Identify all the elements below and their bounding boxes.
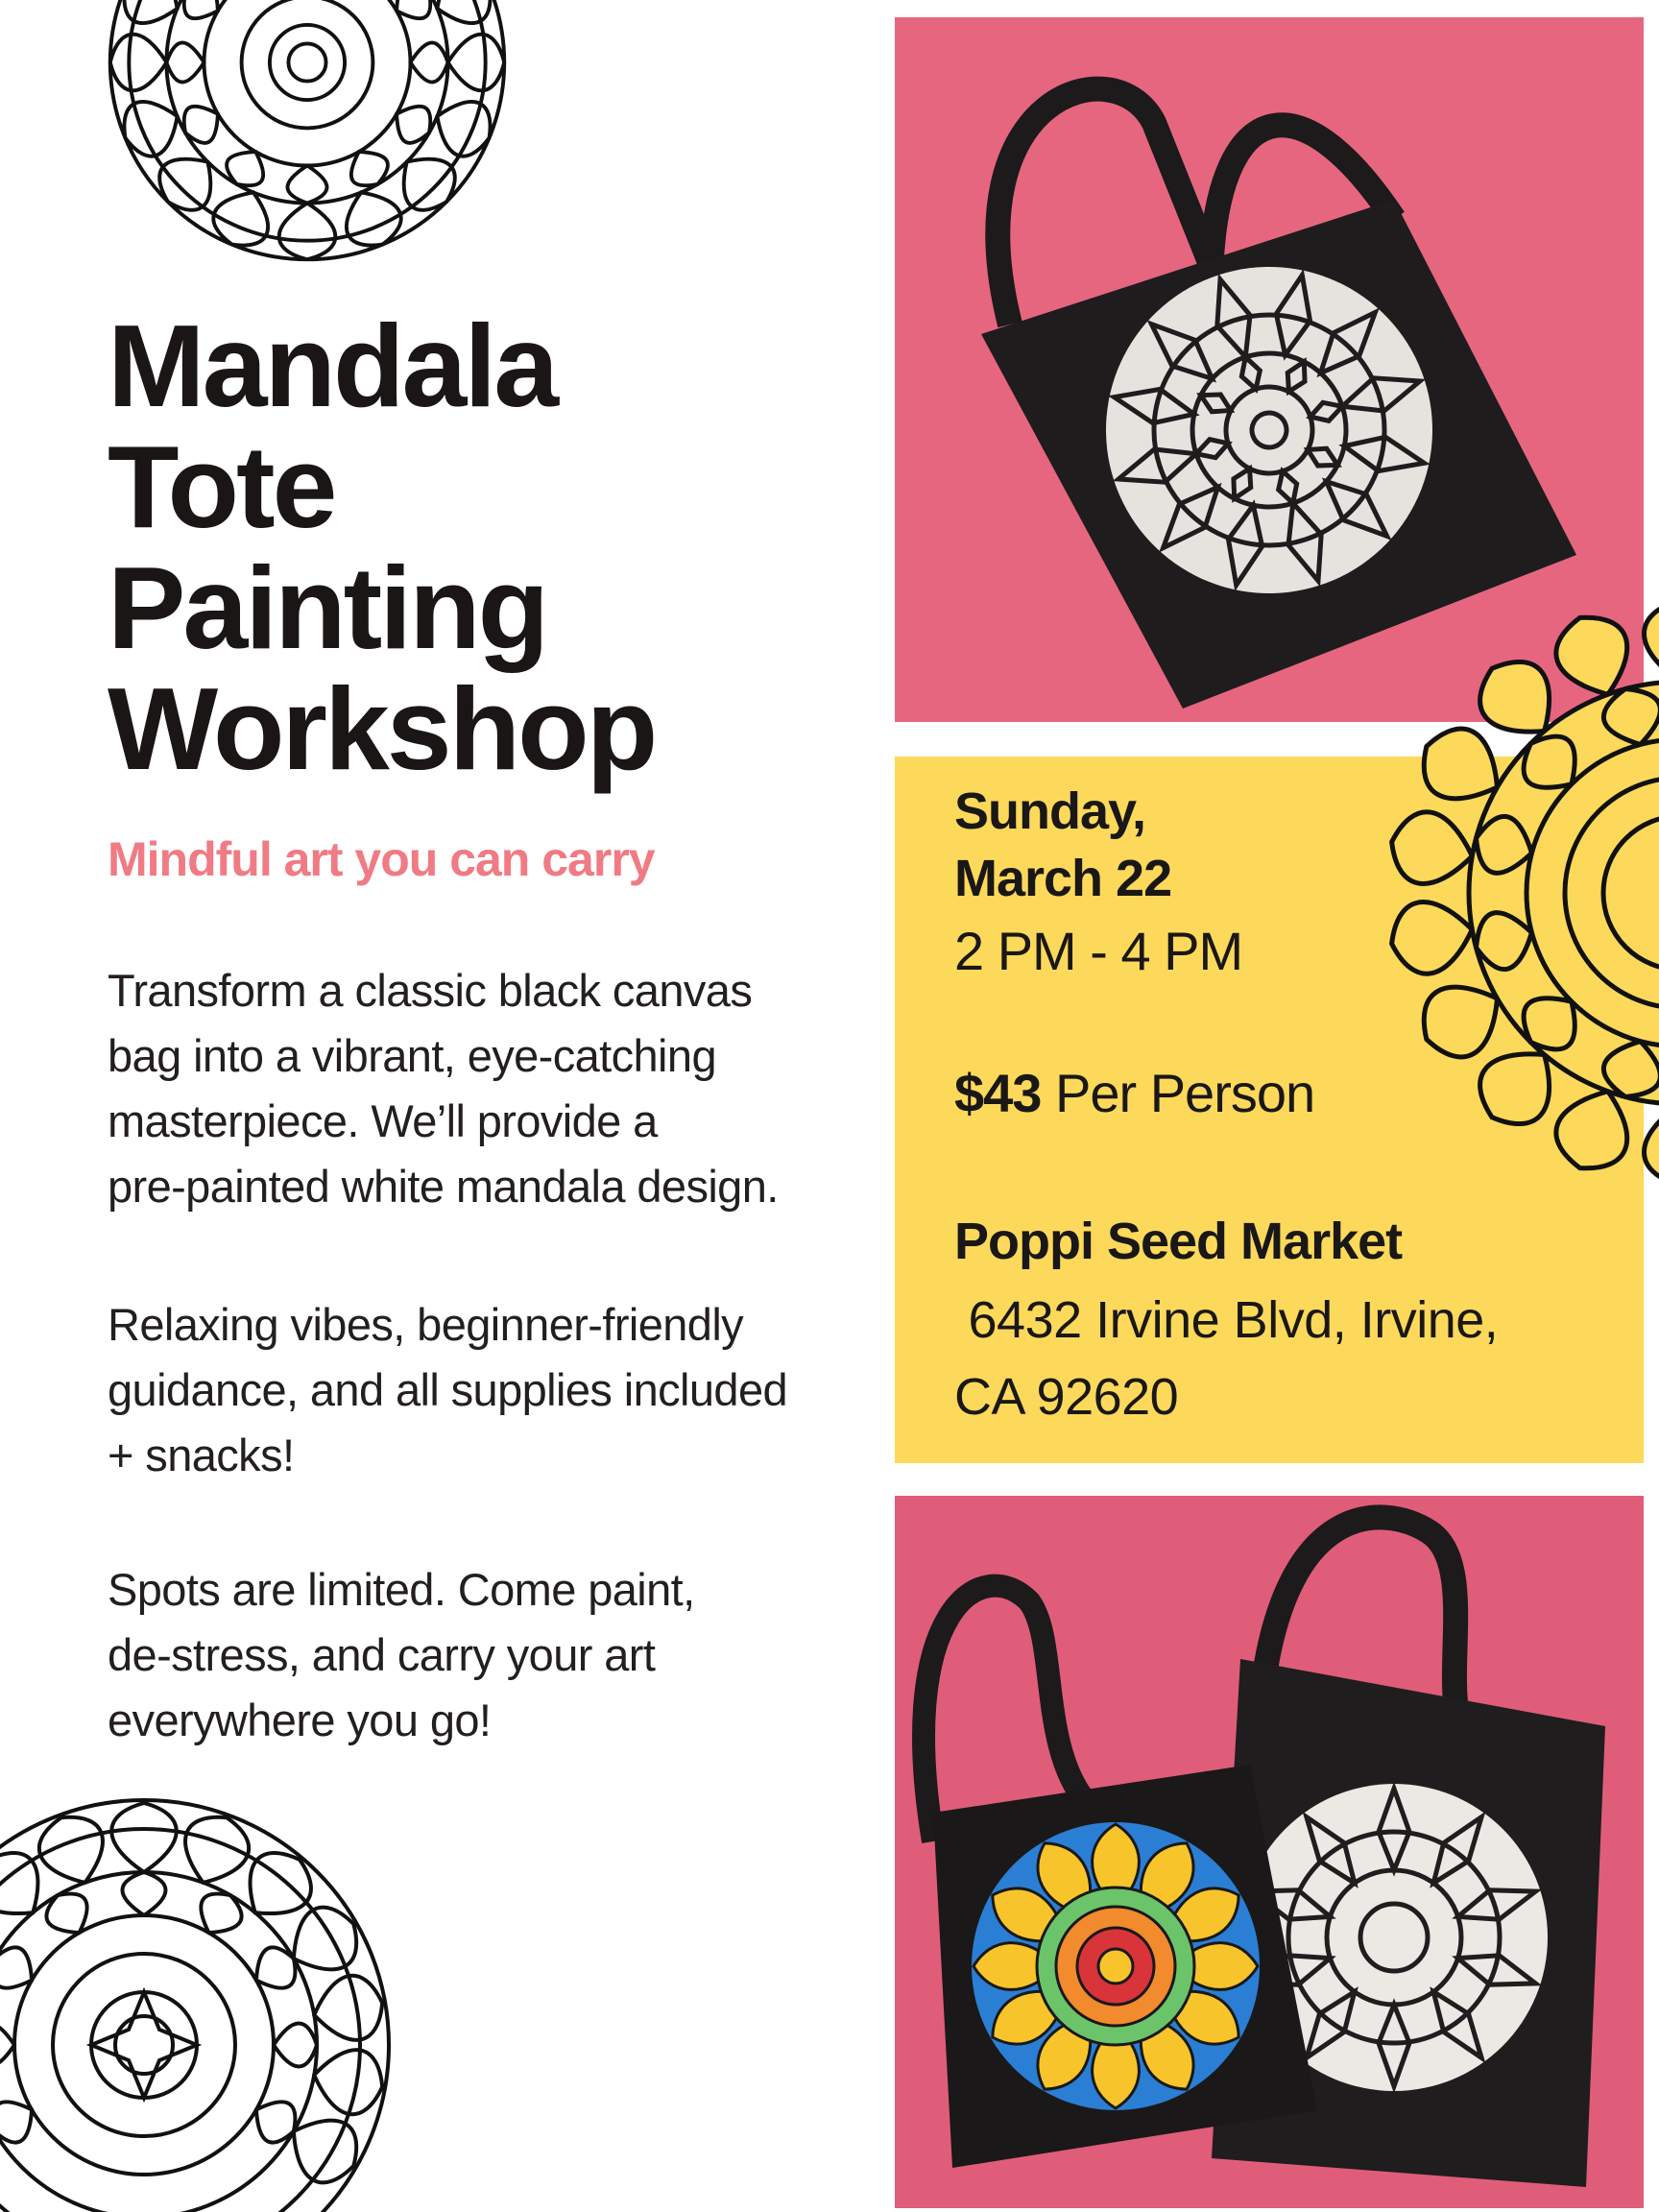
event-venue: Poppi Seed Market: [954, 1213, 1403, 1270]
price-unit: Per Person: [1041, 1063, 1315, 1123]
event-date: March 22: [954, 850, 1172, 907]
event-address: CA 92620: [954, 1368, 1179, 1426]
tote-bag-photo: [895, 1496, 1644, 2208]
description-paragraph: [108, 1557, 876, 1753]
mandala-decoration-icon: [0, 1795, 432, 2212]
description-line: bag into a vibrant, eye-catching: [108, 1030, 716, 1081]
event-date: Sunday,: [954, 782, 1146, 840]
description-line: Spots are limited. Come paint,: [108, 1564, 695, 1615]
description-line: masterpiece. We’ll provide a: [108, 1095, 658, 1146]
description-line: pre-painted white mandala design.: [108, 1161, 779, 1212]
description-line: guidance, and all supplies included: [108, 1364, 788, 1415]
description-paragraph: [108, 1292, 876, 1488]
page-title: [108, 301, 722, 794]
title-line: Workshop: [108, 663, 656, 794]
event-price: [954, 1062, 1314, 1124]
title-line: Tote: [108, 421, 335, 552]
description-line: Relaxing vibes, beginner-friendly: [108, 1299, 744, 1350]
description-line: + snacks!: [108, 1430, 295, 1480]
description-paragraph: [108, 958, 876, 1219]
tote-bag-photo-art: [895, 1496, 1644, 2208]
title-line: Mandala: [108, 301, 557, 431]
mandala-decoration-icon: [96, 0, 518, 269]
subtitle: Mindful art you can carry: [108, 832, 655, 886]
title-line: Painting: [108, 542, 547, 673]
price-amount: $43: [954, 1063, 1042, 1123]
mandala-decoration-icon: [1373, 586, 1659, 1200]
event-address: 6432 Irvine Blvd, Irvine,: [954, 1291, 1499, 1349]
description-line: de-stress, and carry your art: [108, 1629, 656, 1680]
event-time: 2 PM - 4 PM: [954, 921, 1243, 981]
description-line: everywhere you go!: [108, 1695, 492, 1745]
description-line: Transform a classic black canvas: [108, 965, 753, 1016]
